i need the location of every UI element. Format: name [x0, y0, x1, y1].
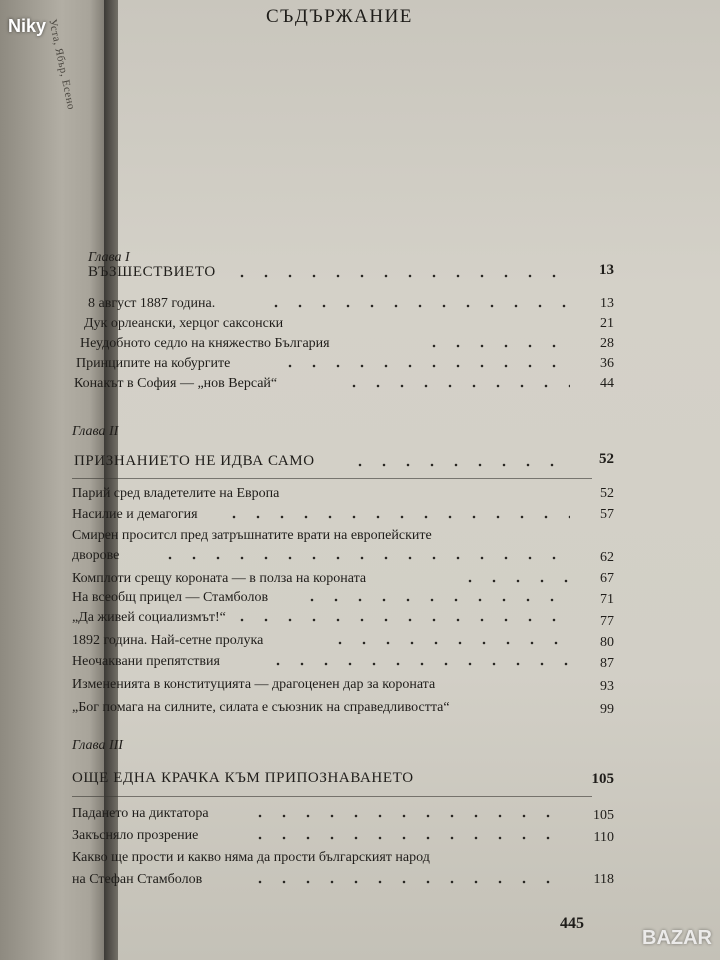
toc-page: 67 — [600, 571, 614, 586]
toc-entry: Неудобното седло на княжество България — [80, 336, 330, 351]
toc-entry: Неочаквани препятствия — [72, 654, 220, 669]
toc-page: 13 — [600, 296, 614, 311]
page-number: 445 — [560, 915, 584, 932]
toc-page: 52 — [600, 486, 614, 501]
toc-entry: 8 август 1887 година. — [88, 296, 216, 311]
chapter-2-label: Глава II — [72, 424, 119, 439]
chapter-2-page: 52 — [599, 451, 614, 467]
toc-entry: Какво ще прости и какво няма да прости българският народ — [72, 850, 430, 865]
toc-entry: Измененията в конституцията — драгоценен дар за короната — [72, 677, 436, 692]
toc-page: 110 — [593, 830, 614, 845]
chapter-3-title: ОЩЕ ЕДНА КРАЧКА КЪМ ПРИПОЗНАВАНЕТО — [72, 770, 414, 786]
leader-dots — [158, 556, 570, 560]
toc-entry: Смирен проситсл пред затръшнатите врати на европейските — [72, 528, 432, 543]
chapter-1-page: 13 — [599, 262, 614, 278]
toc-page: 80 — [600, 635, 614, 650]
chapter-2-rule — [72, 478, 592, 479]
toc-page: 28 — [600, 336, 614, 351]
toc-entry: дворове — [72, 548, 120, 563]
toc-entry: „Бог помага на силните, силата е съюзник на справедливостта“ — [72, 700, 450, 715]
chapter-1-leader-dots — [230, 274, 570, 278]
page-title: СЪДЪРЖАНИЕ — [266, 6, 413, 27]
left-page-text-fragment: Уста, Ябър, Есено — [46, 18, 78, 112]
toc-page: 87 — [600, 656, 614, 671]
toc-entry: Насилие и демагогия — [72, 507, 198, 522]
toc-page: 44 — [600, 376, 614, 391]
toc-entry: Закъсняло прозрение — [72, 828, 199, 843]
toc-entry: Принципите на кобургите — [76, 356, 231, 371]
leader-dots — [328, 641, 570, 645]
leader-dots — [342, 384, 570, 388]
toc-entry: Комплоти срещу короната — в полза на короната — [72, 571, 367, 586]
toc-page: 77 — [600, 614, 614, 629]
toc-page: 21 — [600, 316, 614, 331]
toc-entry: Дук орлеански, херцог саксонски — [84, 316, 284, 331]
toc-entry: 1892 година. Най-сетне пролука — [72, 633, 264, 648]
leader-dots — [266, 662, 570, 666]
leader-dots — [248, 880, 570, 884]
leader-dots — [422, 344, 570, 348]
chapter-3-page: 105 — [591, 771, 614, 787]
toc-page: 118 — [593, 872, 614, 887]
toc-entry: на Стефан Стамболов — [72, 872, 203, 887]
toc-entry: На всеобщ прицел — Стамболов — [72, 590, 269, 605]
leader-dots — [230, 618, 570, 622]
toc-entry: „Да живей социализмът!“ — [72, 610, 226, 625]
leader-dots — [222, 515, 570, 519]
toc-page: 105 — [593, 808, 614, 823]
chapter-1-title: ВЪЗШЕСТВИЕТО — [88, 264, 216, 280]
leader-dots — [248, 836, 570, 840]
chapter-2-title: ПРИЗНАНИЕТО НЕ ИДВА САМО — [74, 453, 315, 469]
toc-entry: Парий сред владетелите на Европа — [72, 486, 280, 501]
chapter-3-label: Глава III — [72, 738, 123, 753]
chapter-1-label: Глава I — [88, 250, 130, 265]
chapter-2-leader-dots — [348, 463, 574, 467]
toc-page: 36 — [600, 356, 614, 371]
leader-dots — [278, 364, 570, 368]
toc-page: 99 — [600, 702, 614, 717]
toc-page: 71 — [600, 592, 614, 607]
watermark-niky: Niky — [8, 16, 47, 36]
toc-entry: Падането на диктатора — [72, 806, 209, 821]
leader-dots — [458, 579, 570, 583]
toc-entry: Конакът в София — „нов Версай“ — [74, 376, 278, 391]
chapter-3-rule — [72, 796, 592, 797]
leader-dots — [248, 814, 570, 818]
leader-dots — [264, 304, 570, 308]
leader-dots — [300, 598, 570, 602]
toc-page: 93 — [600, 679, 614, 694]
toc-page: 57 — [600, 507, 614, 522]
watermark-bazar: BAZAR — [642, 927, 712, 949]
book-page — [72, 0, 720, 960]
toc-page: 62 — [600, 550, 614, 565]
